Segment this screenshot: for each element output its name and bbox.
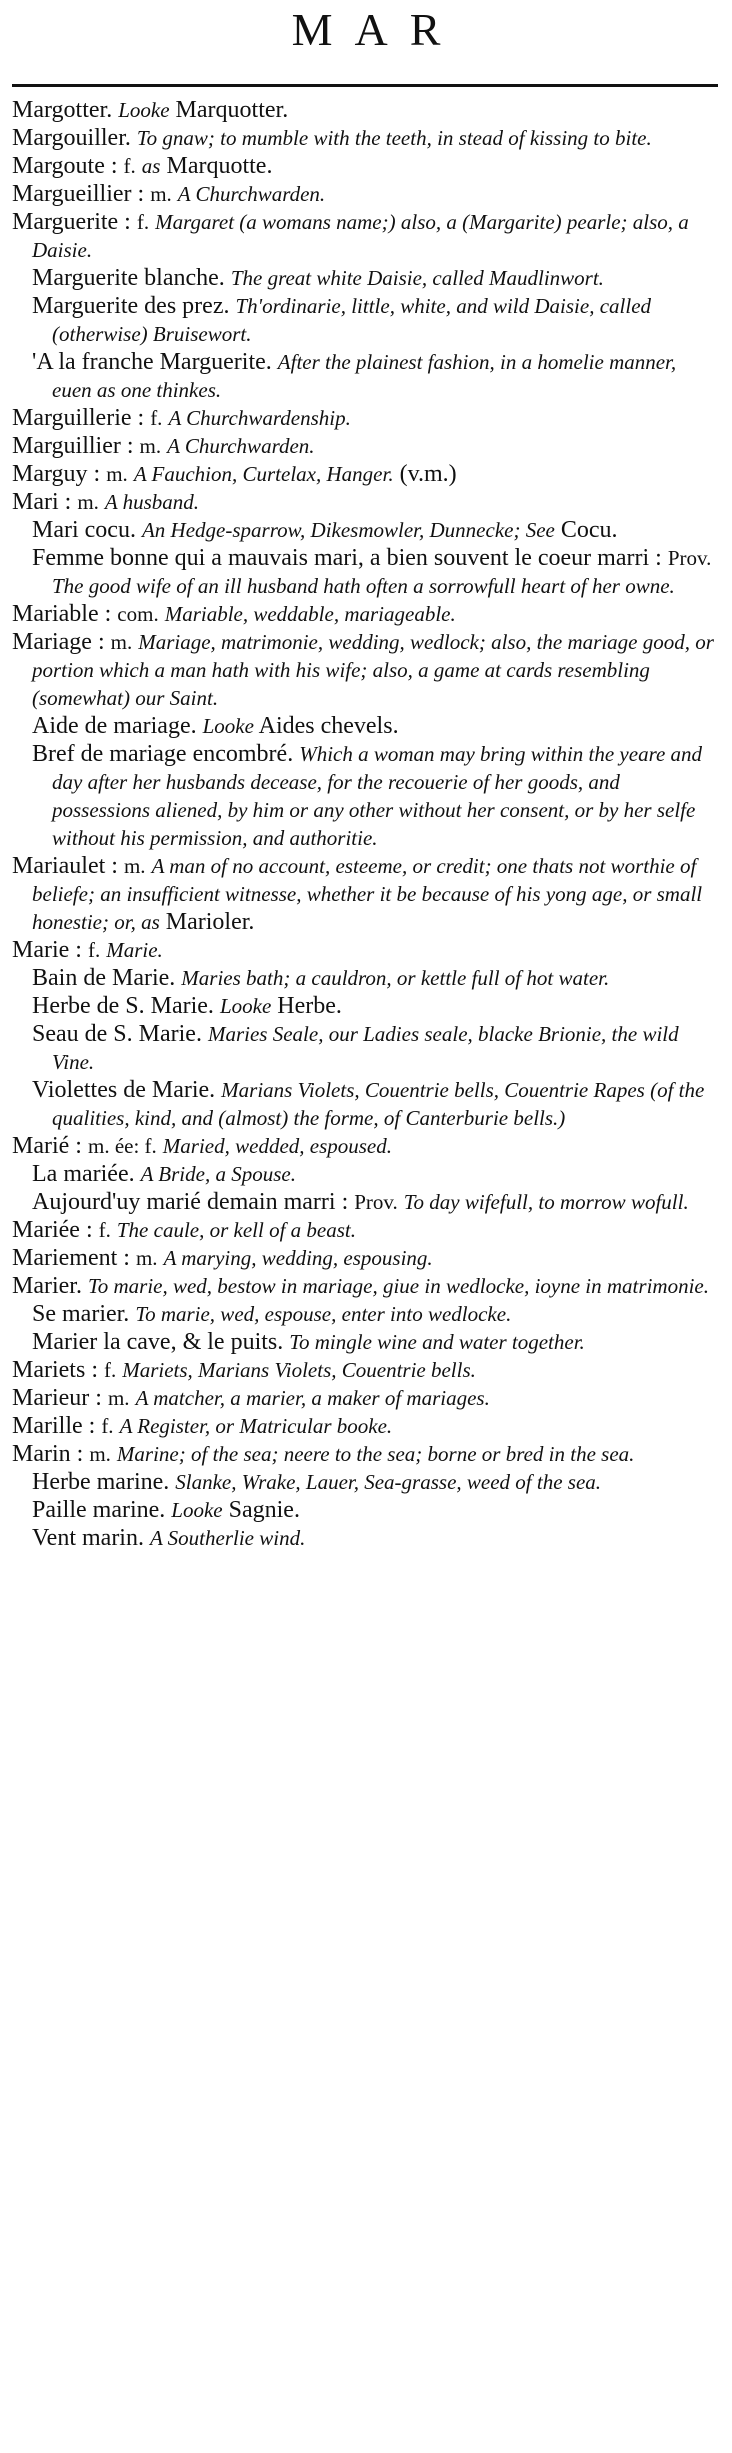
entry-grammar: f. — [103, 1358, 117, 1382]
sub-entry — [12, 1524, 720, 1552]
entry-headword: Marieur : — [12, 1385, 102, 1411]
entry-gloss: Looke — [118, 98, 170, 122]
entry-grammar: f. — [101, 1414, 114, 1438]
entry-grammar: m. — [77, 490, 99, 514]
entry-headword: Mariement : — [12, 1245, 130, 1271]
entry-headword: Marguy : — [12, 461, 101, 487]
entry-gloss: Marians Violets, Couentrie bells, Couentrie Rapes (of the qualities, kind, and (almost) the forme, of Canterburie bells.) — [52, 1078, 705, 1130]
sub-entry — [12, 264, 720, 292]
sub-entry — [12, 292, 720, 348]
dictionary-entry — [12, 460, 720, 488]
entry-grammar: m. — [139, 434, 162, 458]
entry-grammar: f. — [123, 154, 136, 178]
entry-grammar: Prov. — [667, 546, 712, 570]
entry-headword: Herbe marine. — [32, 1469, 170, 1495]
entry-gloss: Maried, wedded, espoused. — [162, 1134, 393, 1158]
entry-headword: Paille marine. — [32, 1497, 166, 1523]
entry-gloss: Which a woman may bring within the yeare and day after her husbands decease, for the recouerie of her goods, and possessions aliened, by him or any other without her consent, or by her selfe without his permission, and authoritie. — [52, 742, 703, 850]
entry-gloss: Maries bath; a cauldron, or kettle full of hot water. — [181, 966, 610, 990]
dictionary-entry — [12, 180, 720, 208]
entry-headword: Seau de S. Marie. — [32, 1021, 202, 1047]
running-head: MAR — [291, 4, 463, 55]
entry-gloss: To marie, wed, bestow in mariage, giue in wedlocke, ioyne in matrimonie. — [87, 1274, 709, 1298]
entry-grammar: m. — [123, 854, 146, 878]
dictionary-entry — [12, 1244, 720, 1272]
entry-gloss: Maries Seale, our Ladies seale, blacke Brionie, the wild Vine. — [52, 1022, 679, 1074]
entry-grammar: com. — [117, 602, 159, 626]
sub-entry — [12, 544, 720, 600]
dictionary-entry — [12, 208, 720, 264]
sub-entry — [12, 992, 720, 1020]
entry-headword: Mari cocu. — [32, 517, 136, 543]
entry-gloss: A Fauchion, Curtelax, Hanger. — [133, 462, 394, 486]
sub-entry — [12, 964, 720, 992]
entry-gloss: Mariets, Marians Violets, Couentrie bells. — [122, 1358, 476, 1382]
dictionary-entry — [12, 1356, 720, 1384]
entry-headword: Margueillier : — [12, 181, 145, 207]
dictionary-entry — [12, 96, 720, 124]
entry-gloss: as — [141, 154, 161, 178]
entry-gloss: Marie. — [106, 938, 163, 962]
dictionary-entry — [12, 404, 720, 432]
dictionary-entry — [12, 432, 720, 460]
dictionary-entry — [12, 600, 720, 628]
entry-tail: Marioler. — [165, 909, 255, 935]
sub-entry — [12, 712, 720, 740]
entry-headword: Marier. — [12, 1273, 82, 1299]
entry-headword: Vent marin. — [32, 1525, 144, 1551]
entry-headword: Marguerite blanche. — [32, 265, 225, 291]
entry-headword: Femme bonne qui a mauvais mari, a bien souvent le coeur marri : — [32, 545, 662, 571]
entry-gloss: A husband. — [104, 490, 200, 514]
entry-headword: Marguillerie : — [12, 405, 145, 431]
entry-tail: Herbe. — [277, 993, 342, 1019]
entry-grammar: m. — [135, 1246, 158, 1270]
entry-gloss: Looke — [171, 1498, 223, 1522]
entry-gloss: The good wife of an ill husband hath often a sorrowfull heart of her owne. — [52, 574, 675, 598]
entry-gloss: A Register, or Matricular booke. — [119, 1414, 393, 1438]
entry-headword: Marié : — [12, 1133, 82, 1159]
dictionary-entry — [12, 1132, 720, 1160]
dictionary-entry — [12, 1272, 720, 1300]
entry-gloss: The great white Daisie, called Maudlinwort. — [230, 266, 604, 290]
entry-gloss: Mariable, weddable, mariageable. — [164, 602, 456, 626]
entry-tail: Marquotter. — [175, 97, 289, 123]
entry-gloss: An Hedge-sparrow, Dikesmowler, Dunnecke; See — [141, 518, 555, 542]
sub-entry — [12, 1020, 720, 1076]
dictionary-entry — [12, 1216, 720, 1244]
entry-gloss: Marine; of the sea; neere to the sea; borne or bred in the sea. — [116, 1442, 635, 1466]
entry-headword: Marguerite : — [12, 209, 131, 235]
entry-headword: La mariée. — [32, 1161, 135, 1187]
sub-entry — [12, 1160, 720, 1188]
entry-headword: Aujourd'uy marié demain marri : — [32, 1189, 349, 1215]
entry-gloss: The caule, or kell of a beast. — [116, 1218, 356, 1242]
dictionary-entry — [12, 1384, 720, 1412]
sub-entry — [12, 348, 720, 404]
dictionary-entry — [12, 152, 720, 180]
sub-entry — [12, 1468, 720, 1496]
entry-headword: Mariaulet : — [12, 853, 118, 879]
entry-headword: Bain de Marie. — [32, 965, 176, 991]
entry-tail: Marquotte. — [166, 153, 273, 179]
entry-grammar: Prov. — [354, 1190, 398, 1214]
sub-entry — [12, 1188, 720, 1216]
entry-headword: Marie : — [12, 937, 82, 963]
entry-headword: Mariage : — [12, 629, 105, 655]
entry-gloss: A man of no account, esteeme, or credit; one thats not worthie of beliefe; an insufficient witnesse, whether it be because of his yong age, or small honestie; or, as — [32, 854, 703, 934]
entry-headword: Violettes de Marie. — [32, 1077, 216, 1103]
entry-gloss: A marying, wedding, espousing. — [163, 1246, 433, 1270]
entry-grammar: m. — [110, 630, 133, 654]
header-rule — [12, 84, 718, 87]
entry-gloss: To day wifefull, to morrow wofull. — [403, 1190, 689, 1214]
entry-gloss: A Churchwardenship. — [168, 406, 351, 430]
entry-gloss: Looke — [202, 714, 254, 738]
entry-gloss: A Churchwarden. — [167, 434, 315, 458]
entry-headword: Se marier. — [32, 1301, 130, 1327]
entry-gloss: A Churchwarden. — [177, 182, 326, 206]
entry-headword: Mariets : — [12, 1357, 98, 1383]
entry-gloss: Mariage, matrimonie, wedding, wedlock; also, the mariage good, or portion which a man hath with his wife; also, a game at cards resembling (somewhat) our Saint. — [32, 630, 714, 710]
dictionary-entry — [12, 1412, 720, 1440]
dictionary-entry — [12, 124, 720, 152]
entry-gloss: Slanke, Wrake, Lauer, Sea-grasse, weed of the sea. — [175, 1470, 602, 1494]
entry-headword: Bref de mariage encombré. — [32, 741, 294, 767]
entry-headword: Marin : — [12, 1441, 84, 1467]
entry-gloss: To mingle wine and water together. — [289, 1330, 585, 1354]
entry-gloss: Looke — [219, 994, 272, 1018]
entry-grammar: f. — [98, 1218, 111, 1242]
dictionary-entry — [12, 1440, 720, 1468]
entry-headword: Marier la cave, & le puits. — [32, 1329, 284, 1355]
entry-headword: Margouiller. — [12, 125, 131, 151]
entry-grammar: m. — [150, 182, 172, 206]
sub-entry — [12, 1076, 720, 1132]
sub-entry — [12, 1300, 720, 1328]
entry-headword: Margoute : — [12, 153, 118, 179]
entry-grammar: m. — [107, 1386, 130, 1410]
entry-gloss: Th'ordinarie, little, white, and wild Daisie, called (otherwise) Bruisewort. — [52, 294, 652, 346]
entry-tail: Sagnie. — [228, 1497, 300, 1523]
entry-headword: Mariée : — [12, 1217, 93, 1243]
sub-entry — [12, 1328, 720, 1356]
entry-headword: Mariable : — [12, 601, 112, 627]
entry-gloss: To marie, wed, espouse, enter into wedlocke. — [135, 1302, 512, 1326]
dictionary-entry — [12, 852, 720, 936]
entry-headword: 'A la franche Marguerite. — [32, 349, 272, 375]
entry-list — [12, 96, 720, 1552]
entry-headword: Marguillier : — [12, 433, 134, 459]
entry-gloss: Margaret (a womans name;) also, a (Margarite) pearle; also, a Daisie. — [32, 210, 689, 262]
entry-grammar: m. — [106, 462, 128, 486]
entry-grammar: f. — [150, 406, 163, 430]
entry-grammar: m. ée: f. — [87, 1134, 157, 1158]
dictionary-entry — [12, 628, 720, 712]
entry-headword: Marille : — [12, 1413, 96, 1439]
dictionary-entry — [12, 936, 720, 964]
dictionary-entry — [12, 488, 720, 516]
entry-tail: (v.m.) — [399, 461, 457, 487]
entry-headword: Mari : — [12, 489, 72, 515]
entry-headword: Margotter. — [12, 97, 113, 123]
entry-grammar: f. — [136, 210, 150, 234]
entry-gloss: A matcher, a marier, a maker of mariages. — [135, 1386, 490, 1410]
entry-headword: Aide de mariage. — [32, 713, 197, 739]
entry-headword: Herbe de S. Marie. — [32, 993, 214, 1019]
entry-gloss: After the plainest fashion, in a homelie manner, euen as one thinkes. — [52, 350, 677, 402]
sub-entry — [12, 516, 720, 544]
entry-grammar: m. — [89, 1442, 111, 1466]
entry-grammar: f. — [87, 938, 101, 962]
entry-gloss: A Southerlie wind. — [149, 1526, 306, 1550]
entry-tail: Aides chevels. — [258, 713, 399, 739]
entry-gloss: A Bride, a Spouse. — [140, 1162, 296, 1186]
entry-gloss: To gnaw; to mumble with the teeth, in stead of kissing to bite. — [136, 126, 652, 150]
entry-tail: Cocu. — [560, 517, 618, 543]
entry-headword: Marguerite des prez. — [32, 293, 230, 319]
sub-entry — [12, 1496, 720, 1524]
sub-entry — [12, 740, 720, 852]
